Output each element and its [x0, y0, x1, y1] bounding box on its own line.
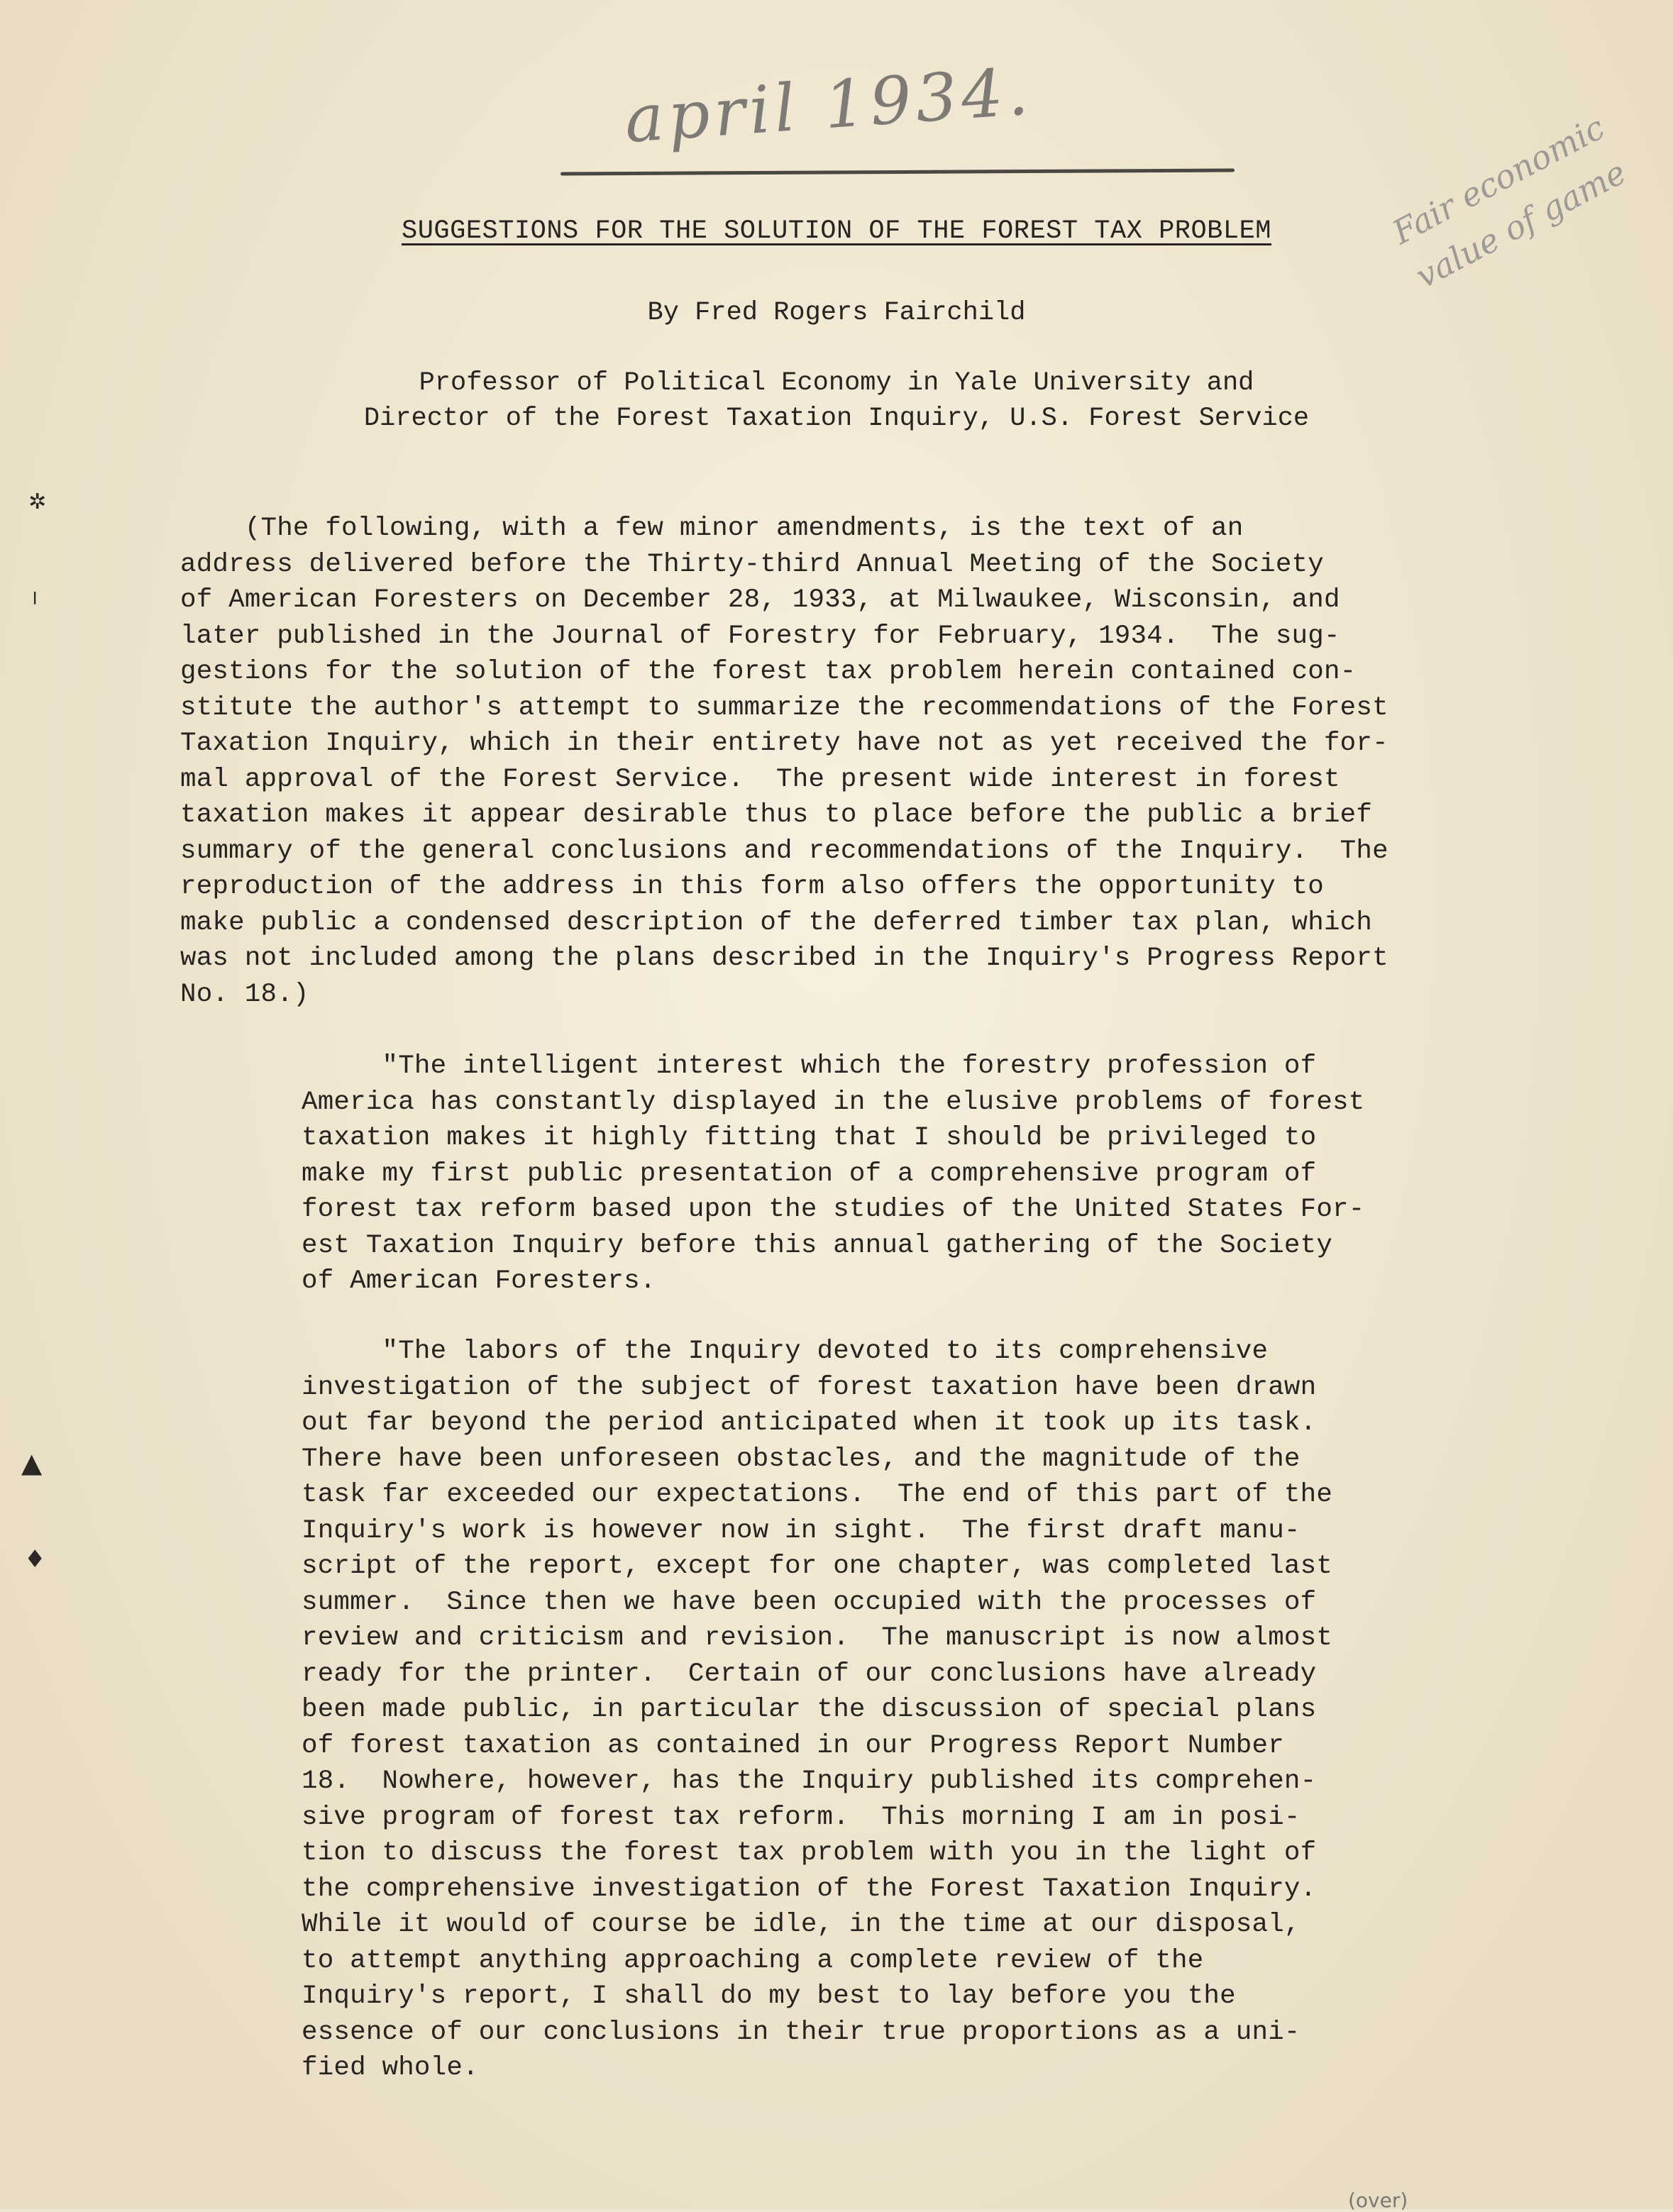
document-title: SUGGESTIONS FOR THE SOLUTION OF THE FOREST TAX PROBLEM: [402, 216, 1271, 246]
handwritten-date: april 1934.: [622, 53, 1035, 157]
text-line: was not included among the plans described in the Inquiry's Progress Report: [180, 944, 1388, 973]
text-line: 18. Nowhere, however, has the Inquiry published its comprehen-: [302, 1766, 1317, 1796]
text-line: out far beyond the period anticipated when it took up its task.: [302, 1408, 1317, 1438]
intro-paragraph: [180, 511, 1388, 1012]
text-line: review and criticism and revision. The manuscript is now almost: [302, 1623, 1333, 1653]
text-line: "The intelligent interest which the forestry profession of: [302, 1051, 1317, 1081]
text-line: Taxation Inquiry, which in their entirety have not as yet received the for-: [180, 729, 1388, 758]
handwritten-underline: [561, 169, 1235, 176]
text-line: sive program of forest tax reform. This morning I am in posi-: [302, 1802, 1301, 1832]
continued-note: (over): [1348, 2189, 1408, 2212]
text-line: investigation of the subject of forest taxation have been drawn: [302, 1372, 1317, 1403]
text-line: No. 18.): [180, 979, 309, 1010]
text-line: ready for the printer. Certain of our conclusions have already: [302, 1659, 1317, 1689]
text-line: gestions for the solution of the forest tax problem herein contained con-: [180, 657, 1357, 687]
text-line: reproduction of the address in this form also offers the opportunity to: [180, 872, 1324, 902]
margin-mark: ♦: [24, 1545, 46, 1574]
text-line: Inquiry's report, I shall do my best to lay before you the: [302, 1981, 1236, 2011]
text-line: address delivered before the Thirty-third Annual Meeting of the Society: [180, 549, 1324, 580]
text-line: There have been unforeseen obstacles, and the magnitude of the: [302, 1444, 1301, 1474]
text-line: of American Foresters.: [302, 1266, 656, 1296]
handwritten-margin-note: Fair economic value of game: [1386, 108, 1633, 296]
text-line: mal approval of the Forest Service. The present wide interest in forest: [180, 764, 1340, 795]
text-line: later published in the Journal of Forestry for February, 1934. The sug-: [180, 621, 1340, 651]
text-line: essence of our conclusions in their true proportions as a uni-: [302, 2017, 1301, 2047]
author-affiliation: [0, 365, 1673, 436]
margin-mark: ╵: [28, 592, 42, 617]
text-line: forest tax reform based upon the studies of the United States For-: [302, 1195, 1365, 1224]
body-paragraph-1: [302, 1049, 1364, 1300]
text-line: of forest taxation as contained in our Progress Report Number: [302, 1730, 1284, 1761]
text-line: (The following, with a few minor amendments, is the text of an: [180, 514, 1244, 543]
text-line: fied whole.: [302, 2053, 479, 2083]
margin-mark: ✲: [28, 490, 47, 514]
text-line: America has constantly displayed in the elusive problems of forest: [302, 1087, 1365, 1117]
text-line: script of the report, except for one chapter, was completed last: [302, 1552, 1333, 1581]
text-line: summer. Since then we have been occupied with the processes of: [302, 1587, 1317, 1617]
margin-mark: ▲: [21, 1447, 43, 1478]
body-paragraph-2: [302, 1334, 1332, 2086]
text-line: stitute the author's attempt to summarize the recommendations of the Forest: [180, 692, 1388, 723]
text-line: taxation makes it highly fitting that I should be privileged to: [302, 1123, 1317, 1153]
text-line: tion to discuss the forest tax problem with you in the light of: [302, 1838, 1317, 1868]
text-line: While it would of course be idle, in the time at our disposal,: [302, 1910, 1301, 1940]
text-line: task far exceeded our expectations. The end of this part of the: [302, 1480, 1333, 1510]
text-line: to attempt anything approaching a complete review of the: [302, 1945, 1204, 1976]
document-title-wrapper: [0, 216, 1673, 246]
text-line: the comprehensive investigation of the Forest Taxation Inquiry.: [302, 1874, 1317, 1904]
text-line: est Taxation Inquiry before this annual gathering of the Society: [302, 1230, 1333, 1261]
text-line: summary of the general conclusions and recommendations of the Inquiry. The: [180, 836, 1388, 866]
text-line: Inquiry's work is however now in sight. The first draft manu-: [302, 1515, 1301, 1546]
text-line: of American Foresters on December 28, 1933, at Milwaukee, Wisconsin, and: [180, 585, 1340, 615]
affiliation-line-1: Professor of Political Economy in Yale University and: [419, 368, 1254, 398]
text-line: make my first public presentation of a comprehensive program of: [302, 1158, 1317, 1189]
text-line: taxation makes it appear desirable thus to place before the public a brief: [180, 800, 1373, 830]
author-byline: By Fred Rogers Fairchild: [647, 298, 1026, 328]
text-line: been made public, in particular the discussion of special plans: [302, 1695, 1317, 1725]
text-line: make public a condensed description of the deferred timber tax plan, which: [180, 907, 1373, 938]
text-line: "The labors of the Inquiry devoted to its comprehensive: [302, 1337, 1269, 1366]
affiliation-line-2: Director of the Forest Taxation Inquiry, U.S. Forest Service: [363, 404, 1310, 433]
